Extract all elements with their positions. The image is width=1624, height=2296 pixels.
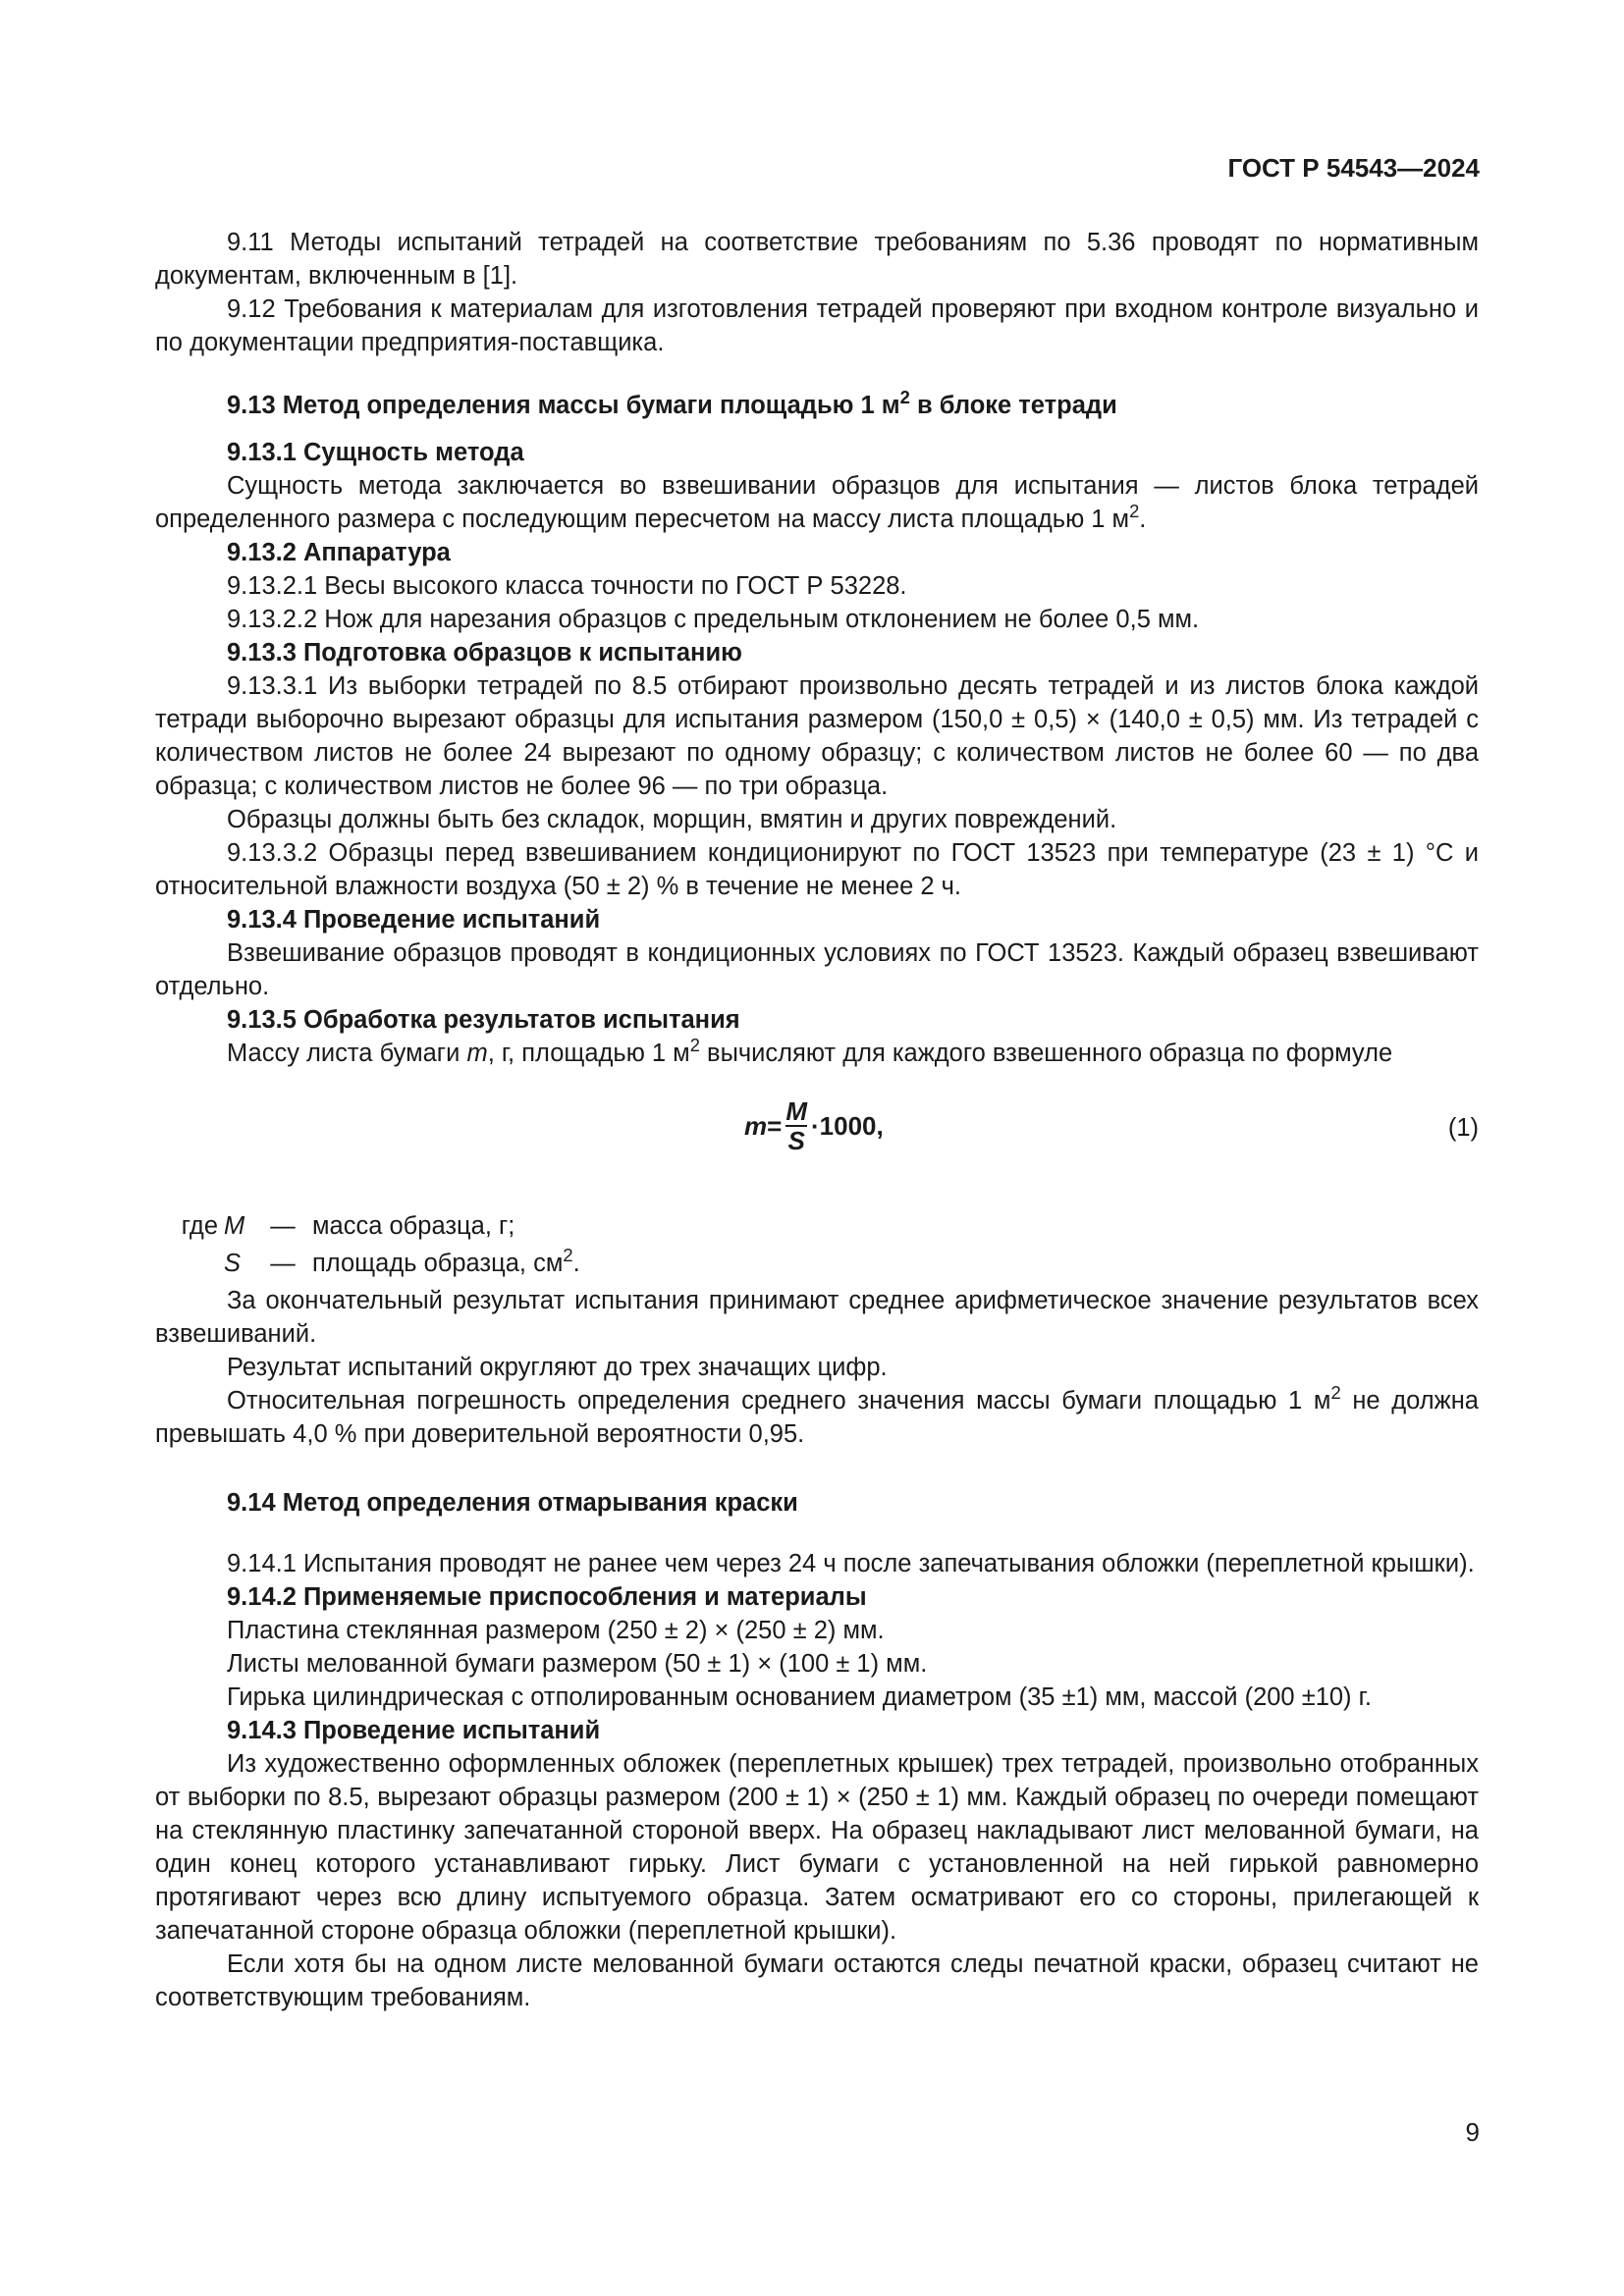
heading-9-14: 9.14 Метод определения отмарывания краски <box>227 1489 798 1517</box>
page-number: 9 <box>1465 2117 1480 2147</box>
paragraph-9-13-2-2: 9.13.2.2 Нож для нарезания образцов с предельным отклонением не более 0,5 мм. <box>227 606 1200 633</box>
heading-9-13-1: 9.13.1 Сущность метода <box>227 439 524 466</box>
formula-fraction <box>784 1097 809 1154</box>
legend-symbol: S <box>224 1250 242 1277</box>
formula-numerator: M <box>785 1096 807 1126</box>
heading-9-14-3: 9.14.3 Проведение испытаний <box>227 1717 601 1744</box>
paragraph-result: Если хотя бы на одном листе мелованной бумаги остаются следы печатной краски, образец считают не соответствующим требованиям. <box>155 1950 1479 2011</box>
paragraph-9-14-3: Из художественно оформленных обложек (переплетных крышек) трех тетрадей, произвольно отобранных от выборки по 8.5, вырезают образцы размером (200 ± 1) × (250 ± 1) мм. Каждый образец по очереди помещают на стеклянную пластинку запечатанной стороной вверх. На образец накладывают лист мелованной бумаги, на один конец которого устанавливают гирьку. Лист бумаги с установленной на ней гирькой равномерно протягивают через всю длину испытуемого образца. Затем осматривают его со стороны, прилегающей к запечатанной стороне образца обложки (переплетной крышки). <box>155 1750 1479 1945</box>
paragraph-9-13-4: Взвешивание образцов проводят в кондиционных условиях по ГОСТ 13523. Каждый образец взвешивают отдельно. <box>155 939 1479 1000</box>
heading-9-14-2: 9.14.2 Применяемые приспособления и материалы <box>227 1583 867 1611</box>
paragraph-9-13-5: Массу листа бумаги m, г, площадью 1 $м^2$ вычисляют для каждого взвешенного образца по формуле <box>227 1034 1393 1067</box>
paragraph-relative-error: Относительная погрешность определения среднего значения массы бумаги площадью 1 $м^2$ не должна превышать 4,0 % при доверительной вероятности 0,95. <box>155 1381 1479 1448</box>
legend-dash: — <box>270 1250 296 1277</box>
heading-9-13: 9.13 Метод определения массы бумаги площадью 1 $м^2$ в блоке тетради <box>227 386 1117 419</box>
heading-9-13-5: 9.13.5 Обработка результатов испытания <box>227 1006 740 1034</box>
paragraph-9-13-3-2: 9.13.3.2 Образцы перед взвешиванием кондиционируют по ГОСТ 13523 при температуре (23 ± 1) °С и относительной влажности воздуха (50 ± 2) % в течение не менее 2 ч. <box>155 839 1479 900</box>
legend-text: площадь образца, $см^2$. <box>312 1244 580 1277</box>
paragraph-9-12: 9.12 Требования к материалам для изготовления тетрадей проверяют при входном контроле визуально и по документации предприятия-поставщика. <box>155 295 1479 356</box>
legend-row-mass <box>155 1209 1479 1247</box>
formula-legend <box>155 1209 1479 1284</box>
formula-number: (1) <box>1447 1114 1479 1142</box>
paragraph-glass-plate: Пластина стеклянная размером (250 ± 2) × (250 ± 2) мм. <box>227 1617 885 1644</box>
paragraph-rounding: Результат испытаний округляют до трех значащих цифр. <box>227 1354 888 1381</box>
legend-dash: — <box>270 1212 296 1240</box>
formula-equals: = <box>767 1111 783 1141</box>
formula-1 <box>155 1094 1479 1178</box>
paragraph-final-result: За окончательный результат испытания принимают среднее арифметическое значение результатов всех взвешиваний. <box>155 1287 1479 1348</box>
page-header-standard: ГОСТ Р 54543—2024 <box>1227 153 1480 183</box>
legend-lead: где <box>181 1212 218 1240</box>
paragraph-9-13-3-1: 9.13.3.1 Из выборки тетрадей по 8.5 отбирают произвольно десять тетрадей и из листов блока каждой тетради выборочно вырезают образцы для испытания размером (150,0 ± 0,5) × (140,0 ± 0,5) мм. Из тетрадей с количеством листов не более 24 вырезают по одному образцу; с количеством листов не более 60 — по два образца; с количеством листов не более 96 — по три образца. <box>155 672 1479 800</box>
formula-denominator: S <box>787 1126 805 1155</box>
paragraph-9-13-2-1: 9.13.2.1 Весы высокого класса точности по ГОСТ Р 53228. <box>227 572 907 600</box>
paragraph-weight: Гирька цилиндрическая с отполированным основанием диаметром (35 ±1) мм, массой (200 ±10) г. <box>227 1683 1372 1711</box>
paragraph-9-11: 9.11 Методы испытаний тетрадей на соответствие требованиям по 5.36 проводят по нормативным документам, включенным в [1]. <box>155 229 1479 290</box>
formula-lhs: m <box>744 1111 768 1141</box>
legend-text: масса образца, г; <box>312 1212 515 1240</box>
heading-9-13-4: 9.13.4 Проведение испытаний <box>227 906 601 934</box>
paragraph-samples: Образцы должны быть без складок, морщин, вмятин и других повреждений. <box>227 806 1117 833</box>
page-content <box>155 226 1479 2014</box>
legend-row-area <box>155 1244 1479 1284</box>
heading-9-13-2: 9.13.2 Аппаратура <box>227 539 451 566</box>
formula-rhs: ·1000, <box>810 1111 884 1141</box>
heading-9-13-3: 9.13.3 Подготовка образцов к испытанию <box>227 639 742 667</box>
formula-expression <box>744 1097 884 1154</box>
paragraph-9-13-1: Сущность метода заключается во взвешивании образцов для испытания — листов блока тетрадей определенного размера с последующим пересчетом на массу листа площадью 1 $м^2$. <box>155 472 1479 533</box>
legend-symbol: M <box>224 1212 245 1240</box>
paragraph-coated-sheets: Листы мелованной бумаги размером (50 ± 1) × (100 ± 1) мм. <box>227 1650 928 1678</box>
paragraph-9-14-1: 9.14.1 Испытания проводят не ранее чем через 24 ч после запечатывания обложки (переплетной крышки). <box>227 1550 1475 1577</box>
